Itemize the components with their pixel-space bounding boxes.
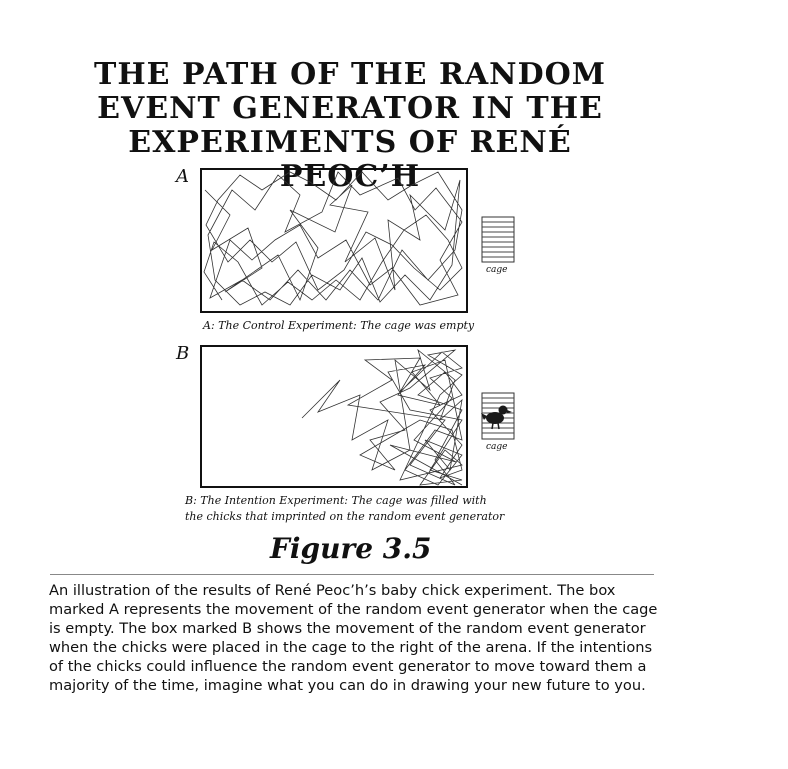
panel-a-cage [482,217,514,262]
panel-a-letter: A [176,166,189,187]
panel-a-cage-label: cage [486,265,508,275]
panel-b-caption-line-2: the chicks that imprinted on the random event generator [185,510,505,523]
panel-b-caption-line-1: B: The Intention Experiment: The cage was filled with [185,494,487,507]
panel-b-cage-label: cage [486,442,508,452]
title-line-3: EXPERIMENTS OF RENÉ PEOC’H [128,125,572,194]
figure-label: Figure 3.5 [270,532,432,565]
panel-a-path [204,172,462,305]
body-paragraph: An illustration of the results of René Peoc’h’s baby chick experiment. The box marked A represents the movement of the random event generator when the cage is empty. The box marked B shows the movement of the random event generator when the chicks were placed in the cage to the right of the arena. If the intentions of the chicks could influence the random event generator to move toward them a majority of the time, imagine what you can do in drawing your new future to you. [49,582,658,694]
panel-a-caption: A: The Control Experiment: The cage was empty [203,319,475,332]
title-line-2: EVENT GENERATOR IN THE [97,91,603,126]
panel-b-letter: B [176,343,190,364]
panel-b-path [302,350,462,485]
title-line-1: THE PATH OF THE RANDOM [94,57,606,92]
divider [50,574,654,575]
